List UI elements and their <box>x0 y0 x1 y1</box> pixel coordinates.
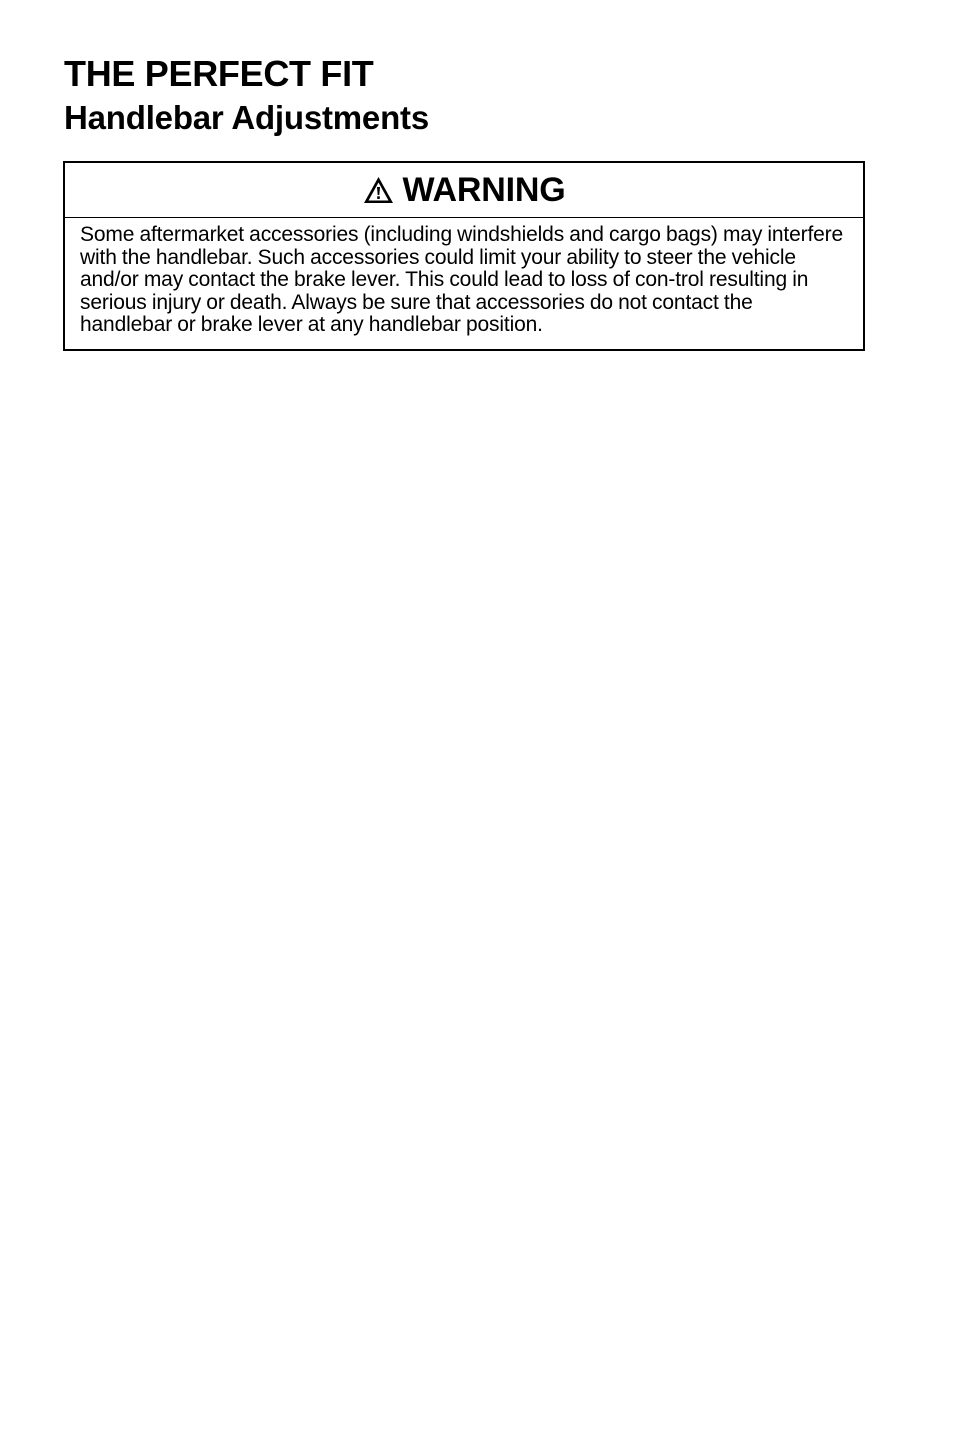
page-title: THE PERFECT FIT <box>64 53 374 94</box>
section-title: Handlebar Adjustments <box>64 99 429 136</box>
warning-box <box>63 161 865 351</box>
warning-label: WARNING <box>402 171 566 209</box>
warning-body-text: Some aftermarket accessories (including windshields and cargo bags) may interfere with the handlebar. Such accessories could limit your ability to steer the vehicle and/or may contact the brake lever. This could lead to loss of con-trol resulting in serious injury or death. Always be sure that accessories do not contact the handlebar or brake lever at any handlebar position. <box>80 223 844 336</box>
warning-header <box>65 163 863 218</box>
warning-triangle-icon <box>363 176 394 204</box>
